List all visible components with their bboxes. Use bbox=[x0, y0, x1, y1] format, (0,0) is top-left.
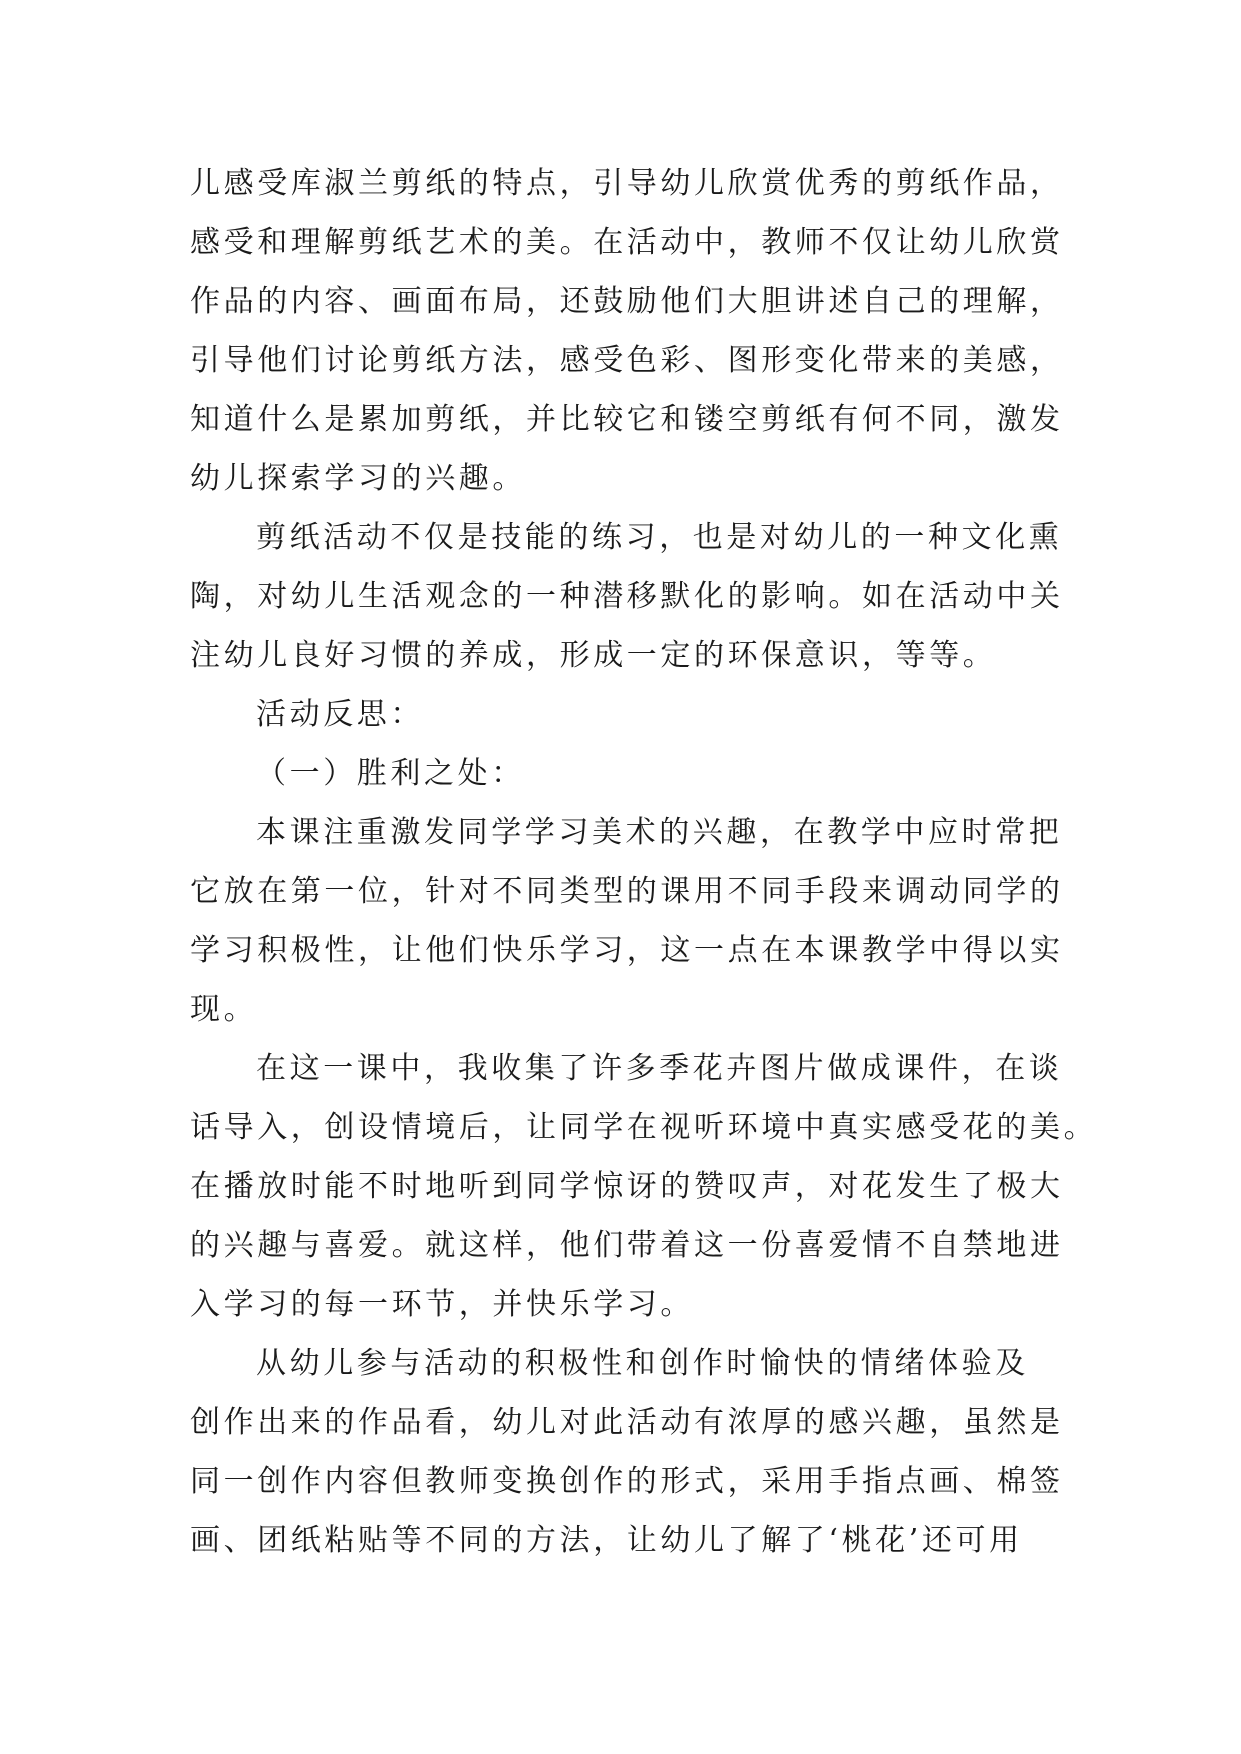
text-line: 幼儿探索学习的兴趣。 bbox=[190, 461, 526, 496]
text-line: 在播放时能不时地听到同学惊讶的赞叹声，对花发生了极大 bbox=[190, 1169, 1064, 1204]
text-line: 话导入，创设情境后，让同学在视听环境中真实感受花的美。 bbox=[190, 1110, 1098, 1145]
paragraph-first-line: 从幼儿参与活动的积极性和创作时愉快的情绪体验及 bbox=[256, 1346, 1029, 1381]
body-text bbox=[190, 154, 1098, 1570]
text-line: 陶，对幼儿生活观念的一种潜移默化的影响。如在活动中关 bbox=[190, 579, 1064, 614]
text-line: 学习积极性，让他们快乐学习，这一点在本课教学中得以实 bbox=[190, 933, 1064, 968]
paragraph-first-line: 剪纸活动不仅是技能的练习，也是对幼儿的一种文化熏 bbox=[256, 520, 1063, 555]
text-line: 它放在第一位，针对不同类型的课用不同手段来调动同学的 bbox=[190, 874, 1064, 909]
text-line: 作品的内容、画面布局，还鼓励他们大胆讲述自己的理解， bbox=[190, 284, 1064, 319]
text-line: 注幼儿良好习惯的养成，形成一定的环保意识，等等。 bbox=[190, 638, 997, 673]
text-line: 画、团纸粘贴等不同的方法，让幼儿了解了‘桃花’还可用 bbox=[190, 1523, 1023, 1558]
paragraph-first-line: （一）胜利之处： bbox=[256, 756, 525, 791]
text-line: 感受和理解剪纸艺术的美。在活动中，教师不仅让幼儿欣赏 bbox=[190, 225, 1064, 260]
paragraph-first-line: 本课注重激发同学学习美术的兴趣，在教学中应时常把 bbox=[256, 815, 1063, 850]
text-line: 创作出来的作品看，幼儿对此活动有浓厚的感兴趣，虽然是 bbox=[190, 1405, 1064, 1440]
text-line: 儿感受库淑兰剪纸的特点，引导幼儿欣赏优秀的剪纸作品， bbox=[190, 166, 1064, 201]
text-line: 的兴趣与喜爱。就这样，他们带着这一份喜爱情不自禁地进 bbox=[190, 1228, 1064, 1263]
paragraph-first-line: 活动反思： bbox=[256, 697, 424, 732]
text-line: 引导他们讨论剪纸方法，感受色彩、图形变化带来的美感， bbox=[190, 343, 1064, 378]
paragraph-first-line: 在这一课中，我收集了许多季花卉图片做成课件，在谈 bbox=[256, 1051, 1063, 1086]
text-line: 现。 bbox=[190, 992, 258, 1027]
text-line: 知道什么是累加剪纸，并比较它和镂空剪纸有何不同，激发 bbox=[190, 402, 1064, 437]
text-line: 入学习的每一环节，并快乐学习。 bbox=[190, 1287, 694, 1322]
text-line: 同一创作内容但教师变换创作的形式，采用手指点画、棉签 bbox=[190, 1464, 1064, 1499]
